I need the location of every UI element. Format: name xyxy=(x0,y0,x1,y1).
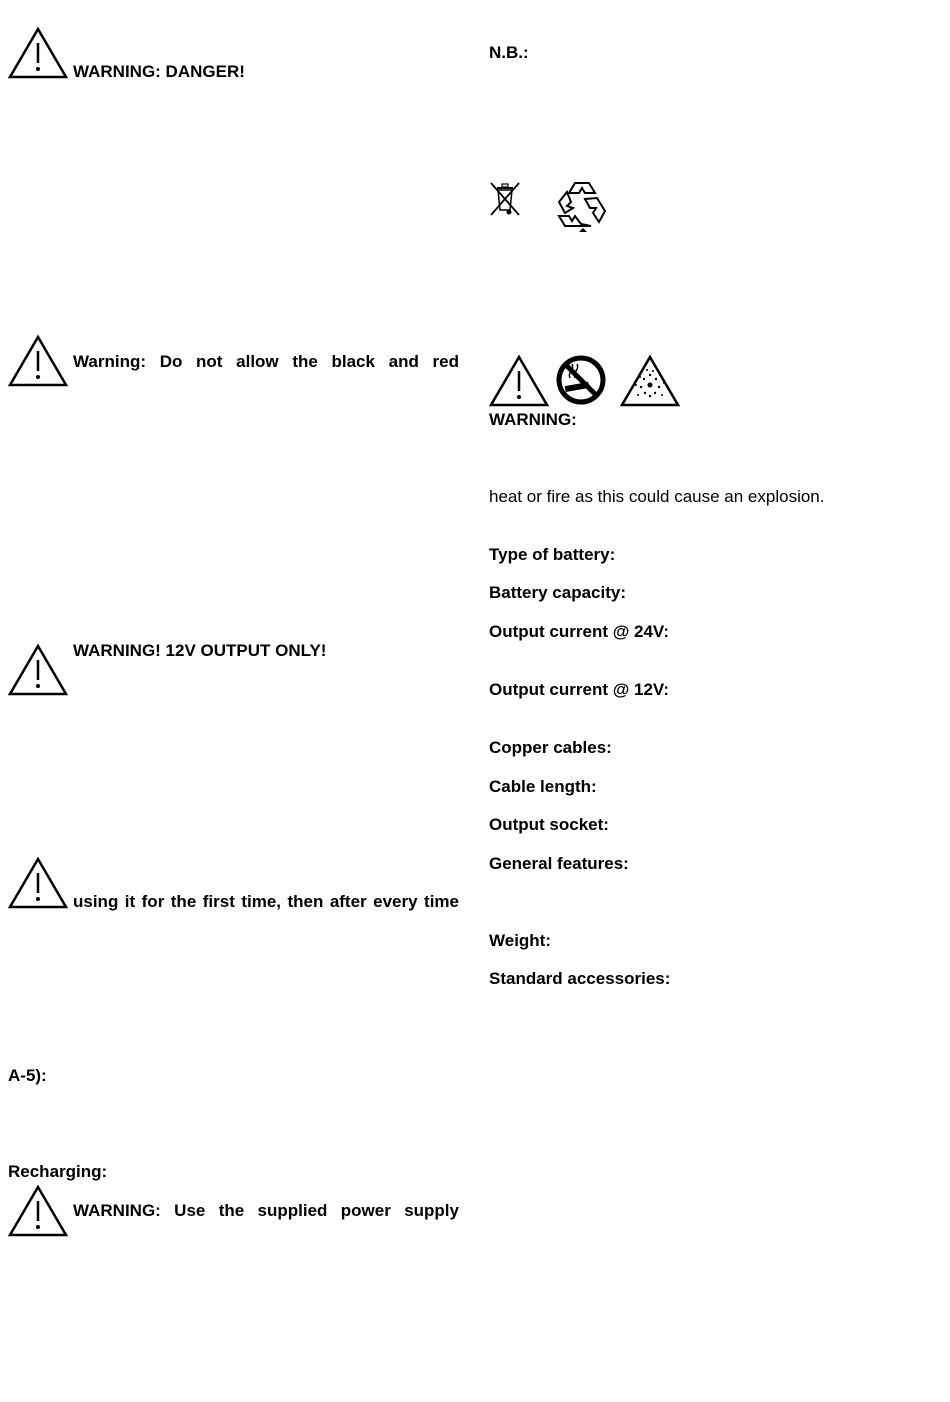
spec-label-copper-cables: Copper cables: xyxy=(489,738,612,757)
spec-label-cable-length: Cable length: xyxy=(489,777,597,796)
warning-triangle-icon xyxy=(8,1185,68,1237)
spec-label-battery-type: Type of battery: xyxy=(489,545,616,564)
warning-triangle-icon xyxy=(489,355,549,407)
spec-label-weight: Weight: xyxy=(489,931,552,950)
warning-triangle-icon xyxy=(8,857,68,909)
warning-cables-text: Warning: Do not allow the black and red xyxy=(73,352,459,371)
spec-label-output-socket: Output socket: xyxy=(489,815,609,834)
warning-12v-heading: WARNING! 12V OUTPUT ONLY! xyxy=(73,641,327,660)
no-smoking-icon xyxy=(555,354,607,406)
warning-triangle-icon xyxy=(8,644,68,696)
warning-triangle-icon xyxy=(8,335,68,387)
recharging-heading: Recharging: xyxy=(8,1162,108,1181)
first-time-text: using it for the first time, then after every time xyxy=(73,892,459,911)
explosive-hazard-icon xyxy=(620,355,680,407)
recycle-icon xyxy=(555,180,609,234)
crossed-out-wheelie-bin-icon xyxy=(489,181,523,217)
explosion-warning-text: heat or fire as this could cause an explosion. xyxy=(489,487,825,506)
warning-power-supply-text: WARNING: Use the supplied power supply xyxy=(73,1201,459,1220)
warning-danger-heading: WARNING: DANGER! xyxy=(73,62,245,81)
spec-label-output-24v: Output current @ 24V: xyxy=(489,622,669,641)
warning-triangle-icon xyxy=(8,27,68,79)
spec-label-standard-accessories: Standard accessories: xyxy=(489,969,671,988)
spec-label-general-features: General features: xyxy=(489,854,629,873)
spec-label-output-12v: Output current @ 12V: xyxy=(489,680,669,699)
spec-label-battery-capacity: Battery capacity: xyxy=(489,583,627,602)
a5-label: A-5): xyxy=(8,1066,47,1085)
warning-heading: WARNING: xyxy=(489,410,577,429)
nb-heading: N.B.: xyxy=(489,43,529,62)
